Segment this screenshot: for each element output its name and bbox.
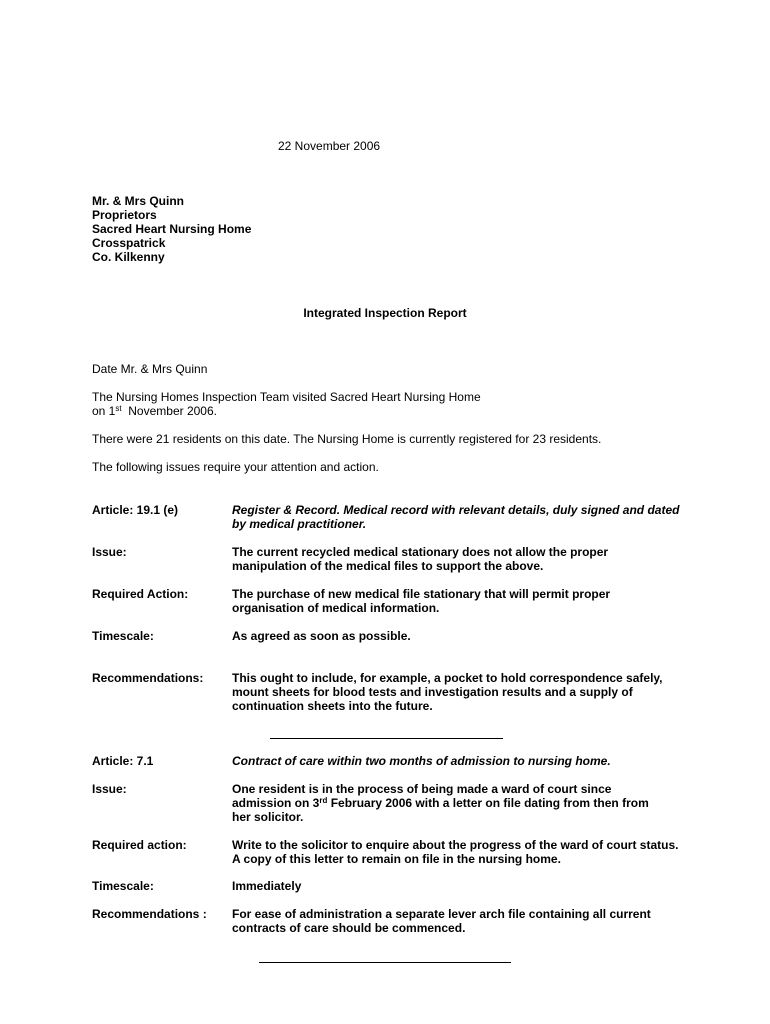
article-text: Register & Record. Medical record with relevant details, duly signed and dated by medical practitioner. bbox=[232, 503, 680, 531]
visit-line-1: The Nursing Homes Inspection Team visited Sacred Heart Nursing Home bbox=[92, 390, 481, 404]
article-label: Article: 19.1 (e) bbox=[92, 503, 179, 517]
visit-date-prefix: on 1 bbox=[92, 404, 116, 418]
section-divider bbox=[259, 962, 511, 963]
issue-text-end: February 2006 with a letter on file dating from then from her solicitor. bbox=[232, 796, 649, 824]
residents-paragraph: There were 21 residents on this date. The Nursing Home is currently registered for 23 residents. bbox=[92, 432, 602, 446]
timescale-label: Timescale: bbox=[92, 879, 154, 893]
article-text: Contract of care within two months of admission to nursing home. bbox=[232, 754, 611, 768]
recommendations-text: For ease of administration a separate lever arch file containing all current contracts of care should be commenced. bbox=[232, 907, 651, 935]
visit-line-2 bbox=[92, 404, 481, 418]
issue-date-superscript: rd bbox=[319, 796, 328, 805]
recommendations-label: Recommendations: bbox=[92, 671, 204, 685]
required-action-label: Required action: bbox=[92, 838, 187, 852]
address-line: Co. Kilkenny bbox=[92, 250, 165, 264]
required-action-text: The purchase of new medical file stationary that will permit proper organisation of medical information. bbox=[232, 587, 611, 615]
address-line: Proprietors bbox=[92, 208, 157, 222]
visit-date-suffix: November 2006. bbox=[121, 404, 217, 418]
issue-label: Issue: bbox=[92, 545, 127, 559]
issue-text bbox=[232, 782, 652, 824]
timescale-text: Immediately bbox=[232, 879, 302, 893]
issue-text: The current recycled medical stationary does not allow the proper manipulation of the medical files to support the above. bbox=[232, 545, 609, 573]
required-action-text: Write to the solicitor to enquire about the progress of the ward of court status. A copy of this letter to remain on file in the nursing home. bbox=[232, 838, 679, 866]
recommendations-text: This ought to include, for example, a pocket to hold correspondence safely, mount sheets for blood tests and investigation results and a supply of continuation sheets into the future. bbox=[232, 671, 663, 713]
address-line: Crosspatrick bbox=[92, 236, 166, 250]
required-action-label: Required Action: bbox=[92, 587, 189, 601]
timescale-label: Timescale: bbox=[92, 629, 154, 643]
issue-text-start: One resident is in the process of being made a ward of court since admission on 3 bbox=[232, 782, 612, 810]
report-title: Integrated Inspection Report bbox=[303, 306, 467, 320]
address-line: Sacred Heart Nursing Home bbox=[92, 222, 252, 236]
visit-paragraph bbox=[92, 390, 481, 418]
visit-date-superscript: st bbox=[115, 404, 122, 413]
recipient-address bbox=[92, 194, 251, 264]
intro-paragraph: The following issues require your attention and action. bbox=[92, 460, 379, 474]
salutation: Date Mr. & Mrs Quinn bbox=[92, 362, 208, 376]
section-divider bbox=[270, 738, 503, 739]
issue-label: Issue: bbox=[92, 782, 127, 796]
timescale-text: As agreed as soon as possible. bbox=[232, 629, 411, 643]
recommendations-label: Recommendations : bbox=[92, 907, 207, 921]
article-label: Article: 7.1 bbox=[92, 754, 154, 768]
address-line: Mr. & Mrs Quinn bbox=[92, 194, 185, 208]
letter-date: 22 November 2006 bbox=[278, 139, 381, 153]
